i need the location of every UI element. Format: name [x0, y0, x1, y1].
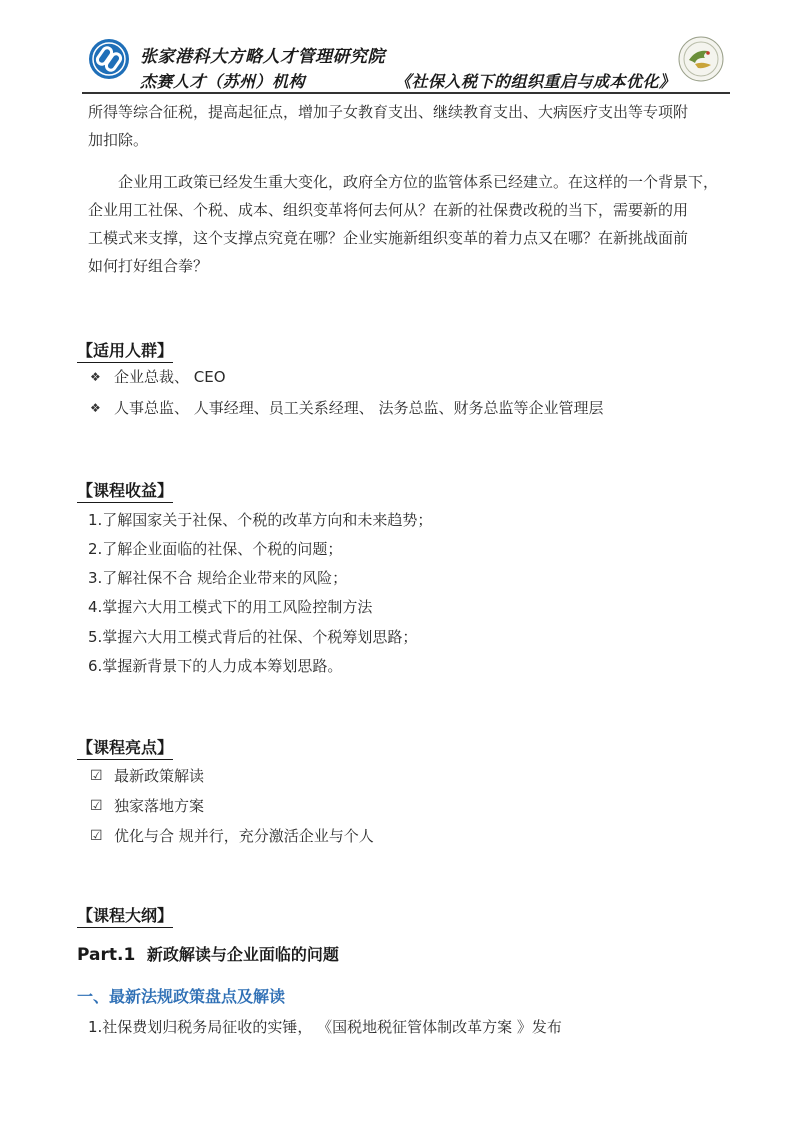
list-item [90, 825, 374, 846]
text-line: 工模式来支撑，这个支撑点究竟在哪？企业实施新组织变革的着力点又在哪？在新挑战面前 [88, 229, 689, 247]
checkbox-checked-icon: ☑ [90, 767, 103, 784]
checkbox-checked-icon: ☑ [90, 797, 103, 814]
list-item: 1.社保费划归税务局征收的实锤， 《国税地税征管体制改革方案 》发布 [88, 1018, 562, 1036]
list-item: 6.掌握新背景下的人力成本筹划思路。 [88, 657, 343, 675]
list-item [90, 765, 204, 786]
list-item [90, 366, 226, 387]
diamond-bullet-icon: ❖ [90, 400, 101, 415]
text-line: 如何打好组合拳？ [88, 257, 209, 275]
section-subheading: 一、最新法规政策盘点及解读 [77, 987, 286, 1006]
partner-emblem-icon [678, 36, 724, 82]
page-header [0, 0, 800, 95]
list-item-text: 人事总监、 人事经理、员工关系经理、 法务总监、财务总监等企业管理层 [114, 399, 604, 417]
list-item: 3.了解社保不合 规给企业带来的风险； [88, 569, 348, 587]
highlights-heading: 【课程亮点】 [77, 735, 173, 760]
text-line: 所得等综合征税，提高起征点，增加子女教育支出、继续教育支出、大病医疗支出等专项附 [88, 103, 689, 121]
intro-paragraph-1 [88, 98, 728, 154]
part-heading [77, 942, 339, 965]
list-item-text: 优化与合 规并行，充分激活企业与个人 [114, 827, 374, 845]
list-item [90, 795, 204, 816]
list-item: 5.掌握六大用工模式背后的社保、个税筹划思路； [88, 628, 418, 646]
text-line: 企业用工社保、个税、成本、组织变革将何去何从？在新的社保费改税的当下，需要新的用 [88, 201, 689, 219]
diamond-bullet-icon: ❖ [90, 369, 101, 384]
list-item-text: 企业总裁、 CEO [114, 368, 226, 386]
document-title: 《社保入税下的组织重启与成本优化》 [395, 72, 676, 91]
checkbox-checked-icon: ☑ [90, 827, 103, 844]
list-item-text: 最新政策解读 [114, 767, 205, 785]
list-item: 1.了解国家关于社保、个税的改革方向和未来趋势； [88, 511, 433, 529]
list-item [90, 397, 604, 418]
text-line: 企业用工政策已经发生重大变化，政府全方位的监管体系已经建立。在这样的一个背景下， [118, 173, 719, 191]
header-rule [82, 92, 730, 94]
intro-paragraph-2 [88, 168, 728, 280]
org-name-line1: 张家港科大方略人才管理研究院 [140, 47, 385, 67]
institute-logo-icon [88, 38, 130, 80]
list-item: 4.掌握六大用工模式下的用工风险控制方法 [88, 598, 373, 616]
part-label: Part.1 [77, 945, 136, 965]
outline-heading: 【课程大纲】 [77, 903, 173, 928]
audience-heading: 【适用人群】 [77, 338, 173, 363]
part-title: 新政解读与企业面临的问题 [146, 945, 339, 964]
text-line: 加扣除。 [88, 131, 149, 149]
list-item-text: 独家落地方案 [114, 797, 205, 815]
list-item: 2.了解企业面临的社保、个税的问题； [88, 540, 343, 558]
benefits-heading: 【课程收益】 [77, 478, 173, 503]
org-name-line2: 杰赛人才（苏州）机构 [140, 72, 306, 91]
